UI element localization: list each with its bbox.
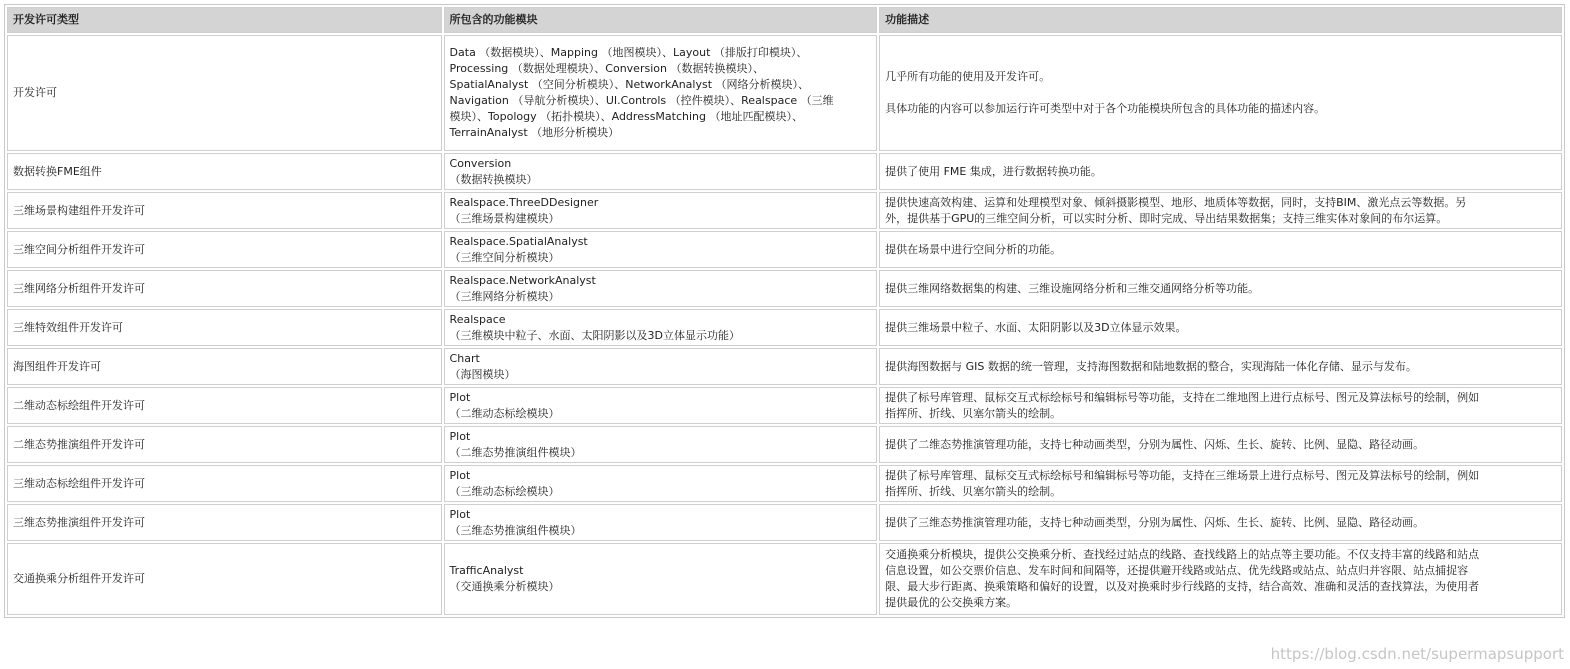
modules-cell: Plot （三维态势推演组件模块） xyxy=(444,504,878,541)
table-row xyxy=(7,270,1562,307)
license-type-cell: 三维特效组件开发许可 xyxy=(7,309,442,346)
modules-cell: TrafficAnalyst （交通换乘分析模块） xyxy=(444,543,878,615)
license-table xyxy=(4,4,1565,618)
description-cell: 提供三维场景中粒子、水面、太阳阴影以及3D立体显示效果。 xyxy=(879,309,1562,346)
header-description: 功能描述 xyxy=(879,7,1562,33)
description-cell: 提供了三维态势推演管理功能，支持七种动画类型，分别为属性、闪烁、生长、旋转、比例、显隐、路径动画。 xyxy=(879,504,1562,541)
table-header-row xyxy=(7,7,1562,33)
table-row xyxy=(7,35,1562,151)
modules-cell: Realspace （三维模块中粒子、水面、太阳阴影以及3D立体显示功能） xyxy=(444,309,878,346)
table-row xyxy=(7,426,1562,463)
table-row xyxy=(7,309,1562,346)
license-type-cell: 三维场景构建组件开发许可 xyxy=(7,192,442,229)
license-type-cell: 开发许可 xyxy=(7,35,442,151)
modules-cell: Conversion （数据转换模块） xyxy=(444,153,878,190)
modules-cell: Realspace.SpatialAnalyst （三维空间分析模块） xyxy=(444,231,878,268)
description-cell: 提供海图数据与 GIS 数据的统一管理，支持海图数据和陆地数据的整合，实现海陆一体化存储、显示与发布。 xyxy=(879,348,1562,385)
header-license-type: 开发许可类型 xyxy=(7,7,442,33)
modules-cell: Plot （二维动态标绘模块） xyxy=(444,387,878,424)
description-cell: 提供在场景中进行空间分析的功能。 xyxy=(879,231,1562,268)
license-type-cell: 三维空间分析组件开发许可 xyxy=(7,231,442,268)
description-cell: 交通换乘分析模块，提供公交换乘分析、查找经过站点的线路、查找线路上的站点等主要功能。不仅支持丰富的线路和站点 信息设置，如公交票价信息、发车时间和间隔等，还提供避开线路或站点、优先线路或站点、站点归并容限、站点捕捉容 限、最大步行距离、换乘策略和偏好的设置，以及对换乘时步行线路的支持，结合高效、准确和灵活的查找算法，为使用者 提供最优的公交换乘方案。 xyxy=(879,543,1562,615)
table-row xyxy=(7,348,1562,385)
description-cell: 提供了使用 FME 集成，进行数据转换功能。 xyxy=(879,153,1562,190)
modules-cell: Realspace.ThreeDDesigner （三维场景构建模块） xyxy=(444,192,878,229)
modules-cell: Chart （海图模块） xyxy=(444,348,878,385)
table-row xyxy=(7,387,1562,424)
table-row xyxy=(7,231,1562,268)
description-cell: 几乎所有功能的使用及开发许可。 具体功能的内容可以参加运行许可类型中对于各个功能模块所包含的具体功能的描述内容。 xyxy=(879,35,1562,151)
license-type-cell: 三维动态标绘组件开发许可 xyxy=(7,465,442,502)
modules-cell: Data （数据模块）、Mapping （地图模块）、Layout （排版打印模块）、 Processing （数据处理模块）、Conversion （数据转换模块）、 SpatialAnalyst （空间分析模块）、NetworkAnalyst （网络分析模块）、 Navigation （导航分析模块）、UI.Controls （控件模块）、Realspace （三维 模块）、Topology （拓扑模块）、AddressMatching （地址匹配模块）、 TerrainAnalyst （地形分析模块） xyxy=(444,35,878,151)
description-cell: 提供了标号库管理、鼠标交互式标绘标号和编辑标号等功能，支持在三维场景上进行点标号、图元及算法标号的绘制，例如 指挥所、折线、贝塞尔箭头的绘制。 xyxy=(879,465,1562,502)
watermark: https://blog.csdn.net/supermapsupport xyxy=(1270,645,1564,663)
description-cell: 提供快速高效构建、运算和处理模型对象、倾斜摄影模型、地形、地质体等数据，同时，支持BIM、激光点云等数据。另 外，提供基于GPU的三维空间分析，可以实时分析、即时完成、导出结果数据集；支持三维实体对象间的布尔运算。 xyxy=(879,192,1562,229)
modules-cell: Plot （二维态势推演组件模块） xyxy=(444,426,878,463)
license-type-cell: 交通换乘分析组件开发许可 xyxy=(7,543,442,615)
table-row xyxy=(7,192,1562,229)
table-row xyxy=(7,504,1562,541)
license-type-cell: 海图组件开发许可 xyxy=(7,348,442,385)
license-type-cell: 三维态势推演组件开发许可 xyxy=(7,504,442,541)
modules-cell: Realspace.NetworkAnalyst （三维网络分析模块） xyxy=(444,270,878,307)
license-type-cell: 数据转换FME组件 xyxy=(7,153,442,190)
table-row xyxy=(7,153,1562,190)
description-cell: 提供了标号库管理、鼠标交互式标绘标号和编辑标号等功能，支持在二维地图上进行点标号、图元及算法标号的绘制，例如 指挥所、折线、贝塞尔箭头的绘制。 xyxy=(879,387,1562,424)
license-type-cell: 二维动态标绘组件开发许可 xyxy=(7,387,442,424)
license-type-cell: 三维网络分析组件开发许可 xyxy=(7,270,442,307)
license-type-cell: 二维态势推演组件开发许可 xyxy=(7,426,442,463)
table-row xyxy=(7,543,1562,615)
header-modules: 所包含的功能模块 xyxy=(444,7,878,33)
description-cell: 提供三维网络数据集的构建、三维设施网络分析和三维交通网络分析等功能。 xyxy=(879,270,1562,307)
description-cell: 提供了二维态势推演管理功能，支持七种动画类型，分别为属性、闪烁、生长、旋转、比例、显隐、路径动画。 xyxy=(879,426,1562,463)
modules-cell: Plot （三维动态标绘模块） xyxy=(444,465,878,502)
table-row xyxy=(7,465,1562,502)
